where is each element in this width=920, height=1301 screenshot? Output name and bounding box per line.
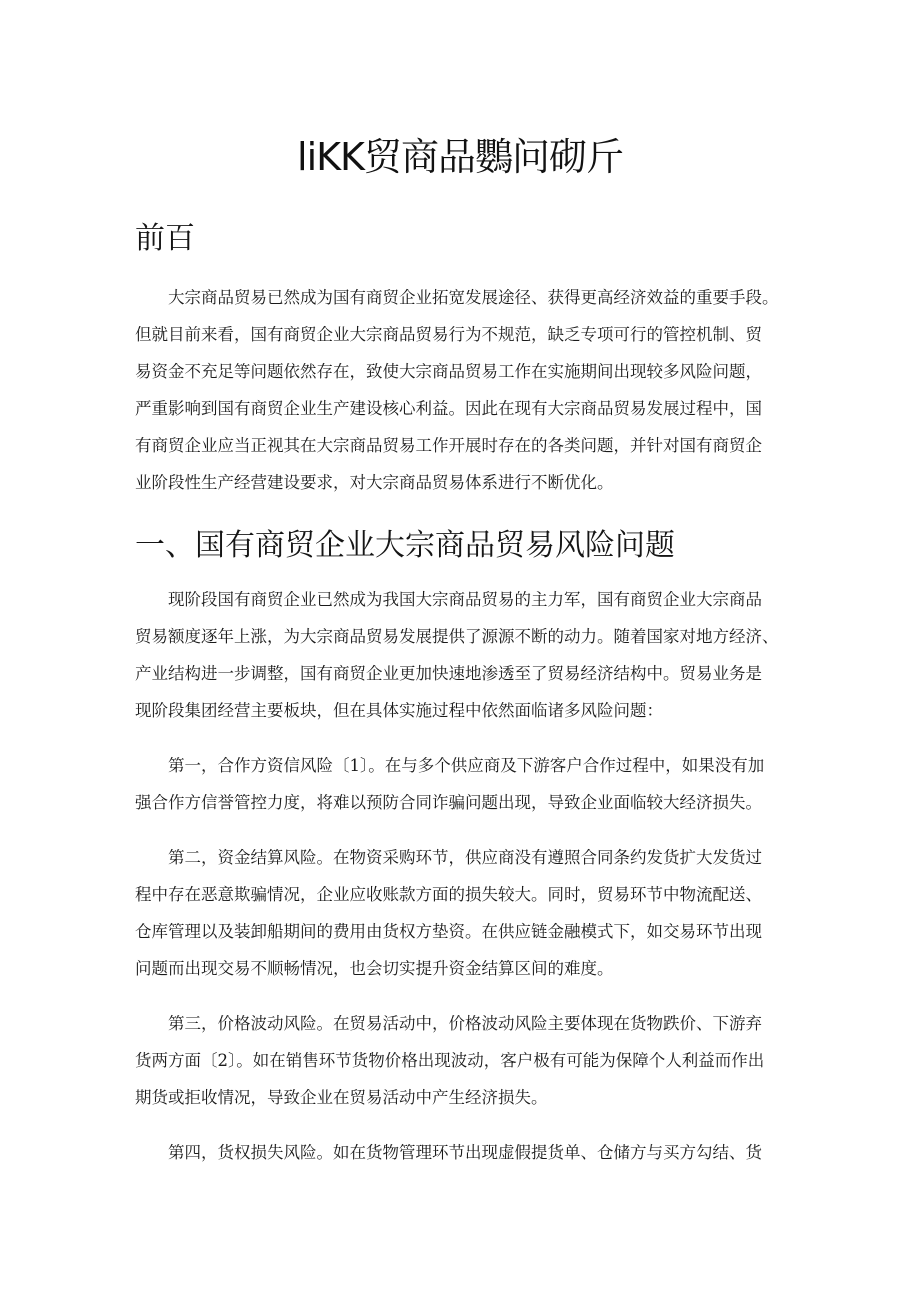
text-line: 第四，货权损失风险。如在货物管理环节出现虚假提货单、仓储方与买方勾结、货 xyxy=(168,1143,762,1162)
text-line: 问题而出现交易不顺畅情况，也会切实提升资金结算区间的难度。 xyxy=(135,959,614,978)
document-title: liKK贸商品鸚问砌斤 xyxy=(297,135,623,179)
text-line: 产业结构进一步调整，国有商贸企业更加快速地渗透至了贸易经济结构中。贸易业务是 xyxy=(135,664,762,683)
text-line: 货两方面〔2〕。如在销售环节货物价格出现波动，客户极有可能为保障个人利益而作出 xyxy=(135,1051,765,1070)
section-heading: 一、国有商贸企业大宗商品贸易风险问题 xyxy=(135,528,675,563)
preface-paragraph xyxy=(135,279,795,501)
text-line: 程中存在恶意欺骗情况，企业应收账款方面的损失较大。同时，贸易环节中物流配送、 xyxy=(135,885,762,904)
text-line: 严重影响到国有商贸企业生产建设核心利益。因此在现有大宗商品贸易发展过程中，国 xyxy=(135,399,762,418)
risk-paragraph-2 xyxy=(135,839,795,987)
text-line: 大宗商品贸易已然成为国有商贸企业拓宽发展途径、获得更高经济效益的重要手段。 xyxy=(168,288,779,307)
risk-paragraph-1 xyxy=(135,747,795,821)
text-line: 易资金不充足等问题依然存在，致使大宗商品贸易工作在实施期间出现较多风险问题， xyxy=(135,362,762,381)
text-line: 第一，合作方资信风险〔1〕。在与多个供应商及下游客户合作过程中，如果没有加 xyxy=(168,756,765,775)
text-line: 现阶段国有商贸企业已然成为我国大宗商品贸易的主力军，国有商贸企业大宗商品 xyxy=(168,590,762,609)
text-line: 第三，价格波动风险。在贸易活动中，价格波动风险主要体现在货物跌价、下游弃 xyxy=(168,1014,762,1033)
text-line: 期货或拒收情况，导致企业在贸易活动中产生经济损失。 xyxy=(135,1088,548,1107)
text-line: 强合作方信誉管控力度，将难以预防合同诈骗问题出现，导致企业面临较大经济损失。 xyxy=(135,793,762,812)
risk-paragraph-3 xyxy=(135,1005,795,1116)
section-intro-paragraph xyxy=(135,581,795,729)
preface-heading: 前百 xyxy=(135,221,195,256)
text-line: 第二，资金结算风险。在物资采购环节，供应商没有遵照合同条约发货扩大发货过 xyxy=(168,848,762,867)
text-line: 仓库管理以及装卸船期间的费用由货权方垫资。在供应链金融模式下，如交易环节出现 xyxy=(135,922,762,941)
text-line: 有商贸企业应当正视其在大宗商品贸易工作开展时存在的各类问题，并针对国有商贸企 xyxy=(135,436,762,455)
text-line: 但就目前来看，国有商贸企业大宗商品贸易行为不规范，缺乏专项可行的管控机制、贸 xyxy=(135,325,762,344)
text-line: 贸易额度逐年上涨，为大宗商品贸易发展提供了源源不断的动力。随着国家对地方经济、 xyxy=(135,627,779,646)
risk-paragraph-4 xyxy=(135,1134,795,1171)
text-line: 业阶段性生产经营建设要求，对大宗商品贸易体系进行不断优化。 xyxy=(135,473,614,492)
text-line: 现阶段集团经营主要板块，但在具体实施过程中依然面临诸多风险问题： xyxy=(135,701,663,720)
